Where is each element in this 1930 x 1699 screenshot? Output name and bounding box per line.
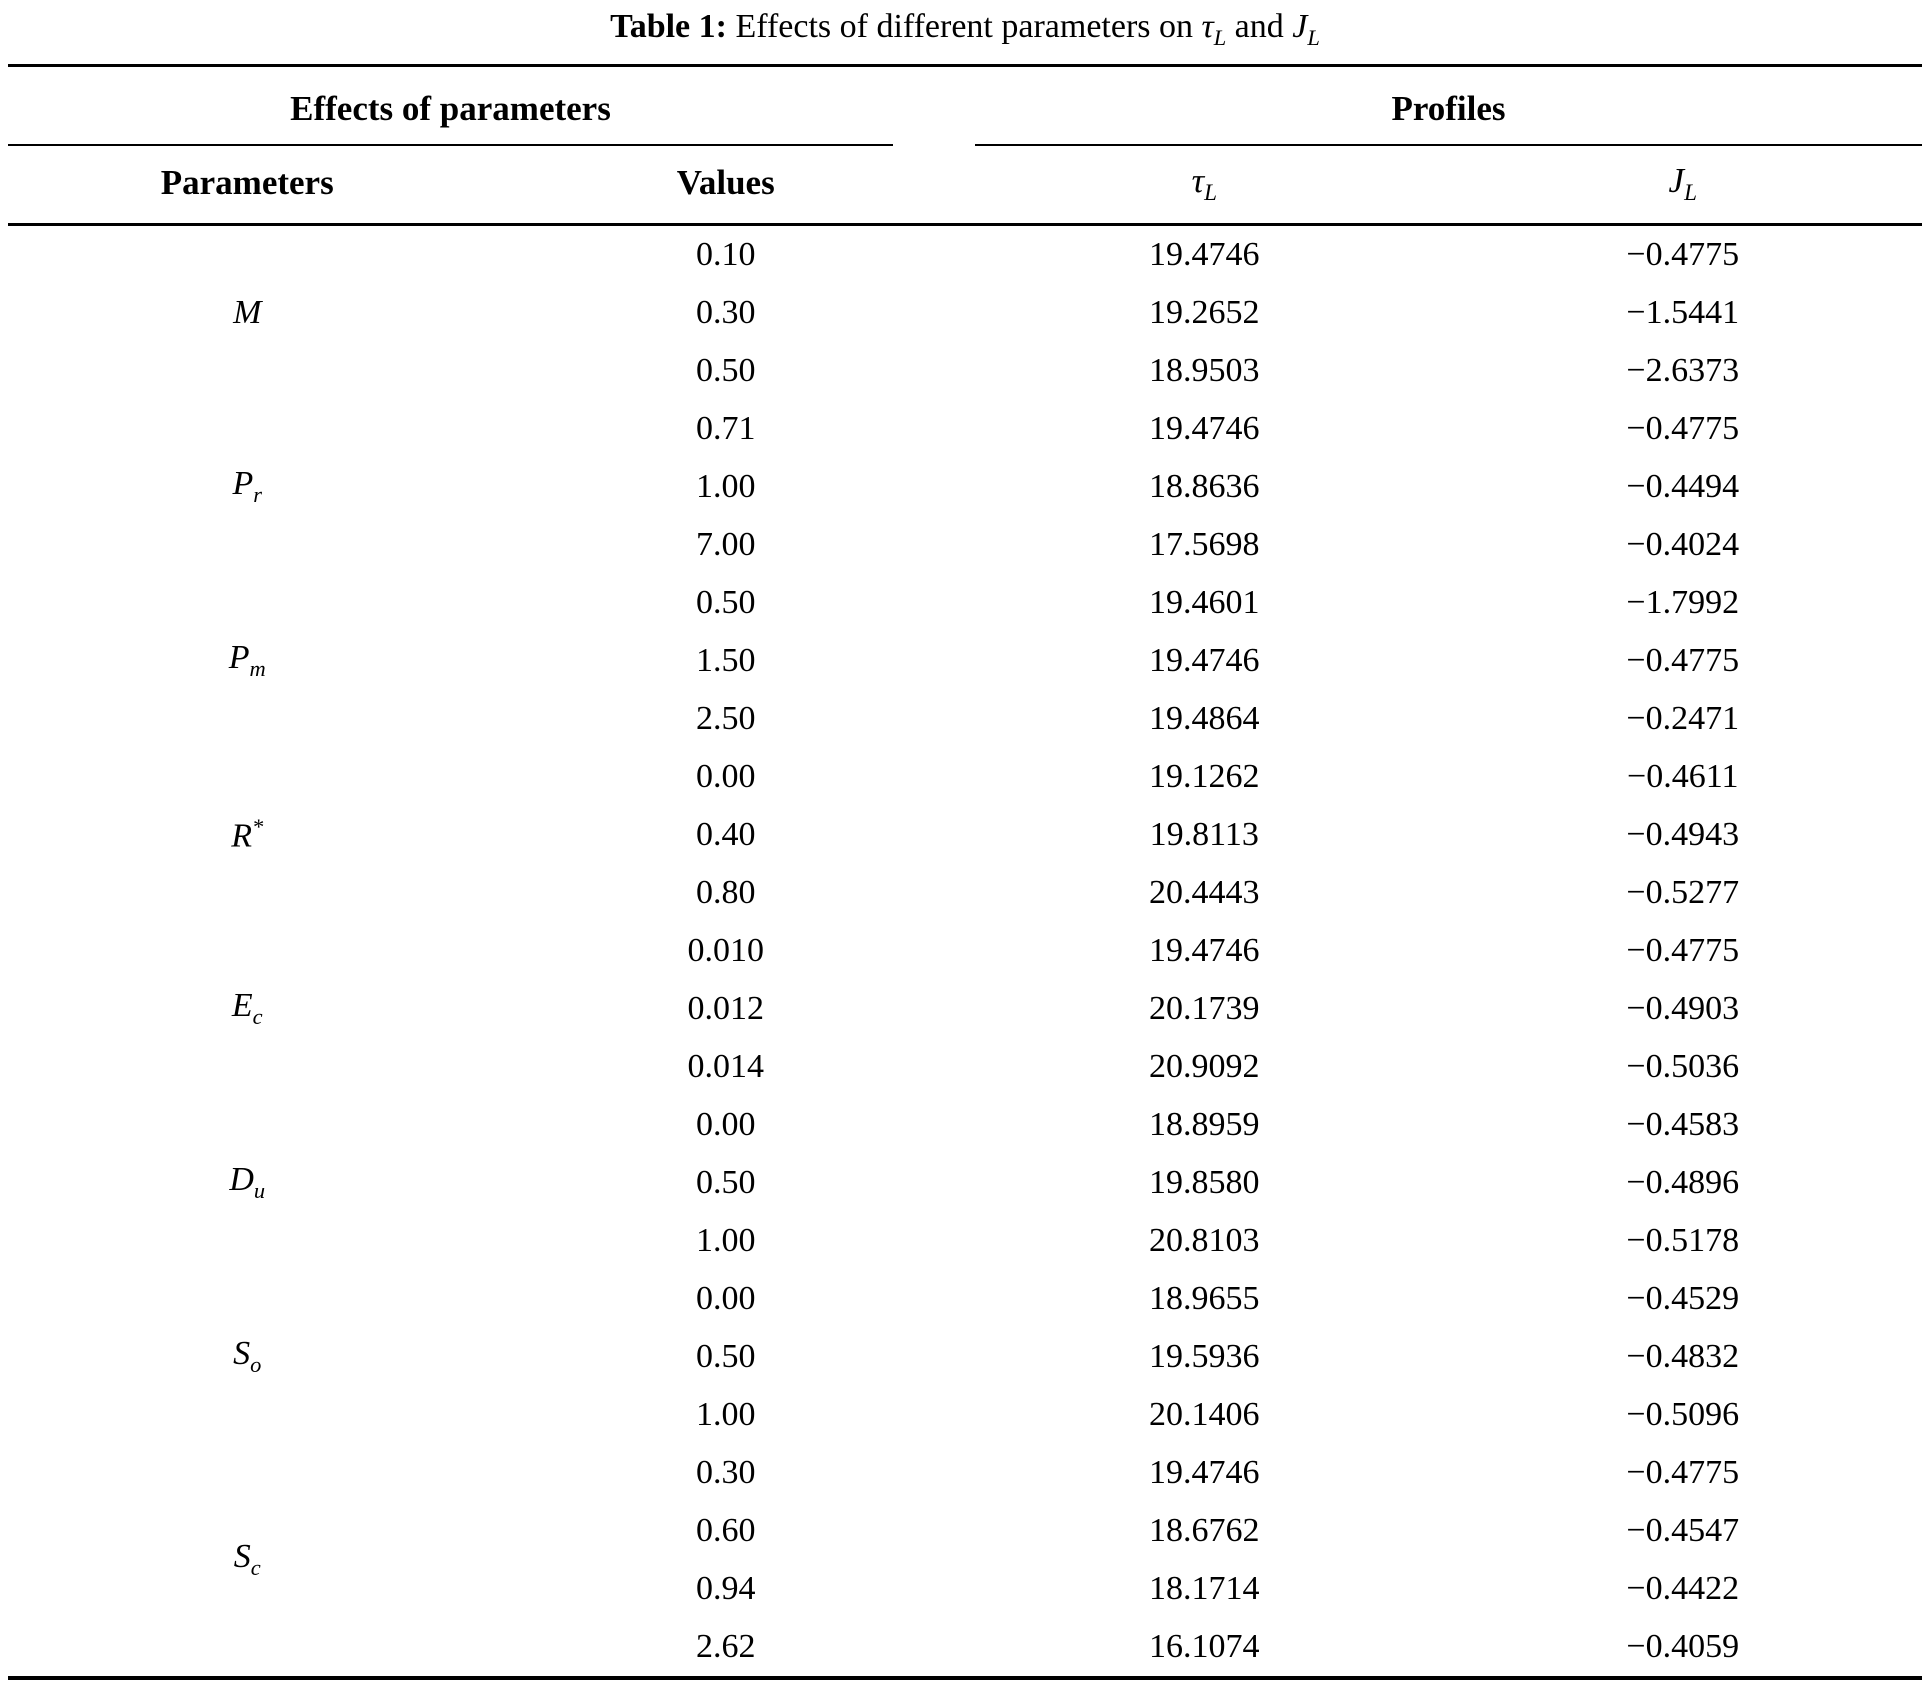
tau-cell: 19.5936 [1149,1337,1260,1375]
j-cell: −2.6373 [1626,351,1740,389]
table-caption-label: Table 1: [610,8,727,45]
tau-cell: 19.4746 [1149,931,1260,969]
table-row [8,400,1922,458]
j-cell: −0.4775 [1626,235,1740,273]
tau-cell: 19.4746 [1149,641,1260,679]
parameter-symbol-subscript: c [252,1004,263,1030]
parameter-symbol-base: D [229,1161,254,1199]
j-column-symbol [1668,160,1697,205]
tau-cell: 20.1406 [1149,1395,1260,1433]
j-cell: −0.4059 [1626,1627,1740,1665]
parameter-label [8,748,487,922]
value-cell: 0.00 [696,1279,756,1317]
tau-cell: 20.1739 [1149,989,1260,1027]
parameter-symbol-base: P [232,465,254,503]
value-cell: 1.00 [696,1221,756,1259]
parameter-label [8,1270,487,1444]
column-header-parameters: Parameters [8,146,487,225]
tau-cell: 17.5698 [1149,525,1260,563]
value-cell: 0.00 [696,1105,756,1143]
tau-cell: 19.4864 [1149,699,1260,737]
value-cell: 7.00 [696,525,756,563]
parameters-table [8,67,1922,1680]
value-cell: 0.50 [696,1337,756,1375]
value-cell: 0.00 [696,757,756,795]
column-header-tau [965,146,1444,225]
value-cell: 0.012 [687,989,764,1027]
table-row [8,922,1922,980]
j-symbol [1292,8,1320,50]
parameter-symbol-base: R [231,817,253,855]
table-caption [8,4,1922,67]
tau-cell: 19.2652 [1149,293,1260,331]
j-cell: −0.5036 [1626,1047,1740,1085]
parameter-symbol-subscript: u [253,1178,266,1204]
tau-cell: 18.9655 [1149,1279,1260,1317]
tau-symbol-subscript: L [1213,24,1227,50]
j-column-base: J [1668,160,1685,200]
j-cell: −0.4943 [1626,815,1740,853]
tau-cell: 18.8636 [1149,467,1260,505]
table-row [8,748,1922,806]
value-cell: 0.010 [687,931,764,969]
value-cell: 0.94 [696,1569,756,1607]
value-cell: 0.71 [696,409,756,447]
j-symbol-base: J [1292,8,1308,45]
j-cell: −0.4611 [1627,757,1739,795]
group-header-profiles [965,67,1922,146]
j-cell: −0.5277 [1626,873,1740,911]
parameter-symbol-base: E [231,987,253,1025]
group-header-profiles-label: Profiles [975,89,1922,146]
table-row [8,1270,1922,1328]
value-cell: 0.50 [696,351,756,389]
tau-cell: 18.8959 [1149,1105,1260,1143]
value-cell: 1.00 [696,1395,756,1433]
value-cell: 0.30 [696,1453,756,1491]
j-cell: −0.4494 [1626,467,1740,505]
j-cell: −0.4583 [1626,1105,1740,1143]
tau-cell: 16.1074 [1149,1627,1260,1665]
value-cell: 0.50 [696,1163,756,1201]
j-cell: −0.4775 [1626,641,1740,679]
j-cell: −1.5441 [1626,293,1740,331]
parameter-symbol-base: P [228,639,250,677]
j-cell: −0.4775 [1626,1453,1740,1491]
j-cell: −0.4775 [1626,409,1740,447]
column-header-j [1444,146,1923,225]
tau-symbol-base: τ [1201,8,1214,45]
tau-cell: 19.8580 [1149,1163,1260,1201]
value-cell: 0.50 [696,583,756,621]
tau-cell: 19.8113 [1149,815,1259,853]
tau-symbol [1201,8,1227,50]
j-cell: −0.5096 [1626,1395,1740,1433]
j-symbol-subscript: L [1307,24,1320,50]
group-header-effects [8,67,965,146]
j-cell: −1.7992 [1626,583,1740,621]
tau-cell: 19.1262 [1149,757,1260,795]
group-header-effects-label: Effects of parameters [8,89,893,146]
parameter-label [8,1444,487,1678]
tau-cell: 20.4443 [1149,873,1260,911]
parameter-symbol-subscript: o [250,1352,262,1378]
tau-column-subscript: L [1204,178,1217,205]
j-cell: −0.4903 [1626,989,1740,1027]
value-cell: 1.00 [696,467,756,505]
paper-page [8,0,1922,1680]
j-cell: −0.4422 [1626,1569,1740,1607]
tau-cell: 19.4746 [1149,235,1260,273]
table-row [8,1444,1922,1502]
j-cell: −0.4775 [1626,931,1740,969]
value-cell: 0.30 [696,293,756,331]
j-cell: −0.4024 [1626,525,1740,563]
parameter-symbol-superscript: * [252,814,264,840]
j-cell: −0.4547 [1626,1511,1740,1549]
parameter-label [8,1096,487,1270]
parameter-label [8,224,487,400]
value-cell: 0.80 [696,873,756,911]
parameter-symbol-subscript: r [253,482,262,508]
table-caption-conjunction: and [1234,8,1284,45]
value-cell: 0.10 [696,235,756,273]
parameter-symbol-base: S [233,1335,251,1373]
parameter-symbol-base: S [233,1538,251,1576]
tau-column-symbol [1191,160,1217,205]
tau-cell: 19.4746 [1149,1453,1260,1491]
j-cell: −0.4529 [1626,1279,1740,1317]
tau-cell: 19.4746 [1149,409,1260,447]
parameter-label [8,574,487,748]
parameter-label [8,922,487,1096]
table-caption-text: Effects of different parameters on [735,8,1194,45]
value-cell: 2.50 [696,699,756,737]
parameter-symbol-base: M [233,293,262,331]
tau-cell: 18.1714 [1149,1569,1260,1607]
tau-column-base: τ [1191,160,1205,200]
tau-cell: 20.9092 [1149,1047,1260,1085]
value-cell: 1.50 [696,641,756,679]
parameter-symbol-subscript: m [249,656,266,682]
table-row [8,224,1922,284]
table-body [8,224,1922,1678]
tau-cell: 20.8103 [1149,1221,1260,1259]
j-cell: −0.5178 [1626,1221,1740,1259]
j-cell: −0.4896 [1626,1163,1740,1201]
tau-cell: 18.6762 [1149,1511,1260,1549]
value-cell: 2.62 [696,1627,756,1665]
table-row [8,1096,1922,1154]
j-column-subscript: L [1684,178,1697,205]
parameter-label [8,400,487,574]
column-header-row [8,146,1922,225]
tau-cell: 19.4601 [1149,583,1260,621]
value-cell: 0.40 [696,815,756,853]
parameter-symbol-subscript: c [250,1555,261,1581]
j-cell: −0.4832 [1626,1337,1740,1375]
value-cell: 0.60 [696,1511,756,1549]
group-header-row [8,67,1922,146]
table-row [8,574,1922,632]
tau-cell: 18.9503 [1149,351,1260,389]
value-cell: 0.014 [687,1047,764,1085]
column-header-values: Values [487,146,966,225]
j-cell: −0.2471 [1626,699,1740,737]
